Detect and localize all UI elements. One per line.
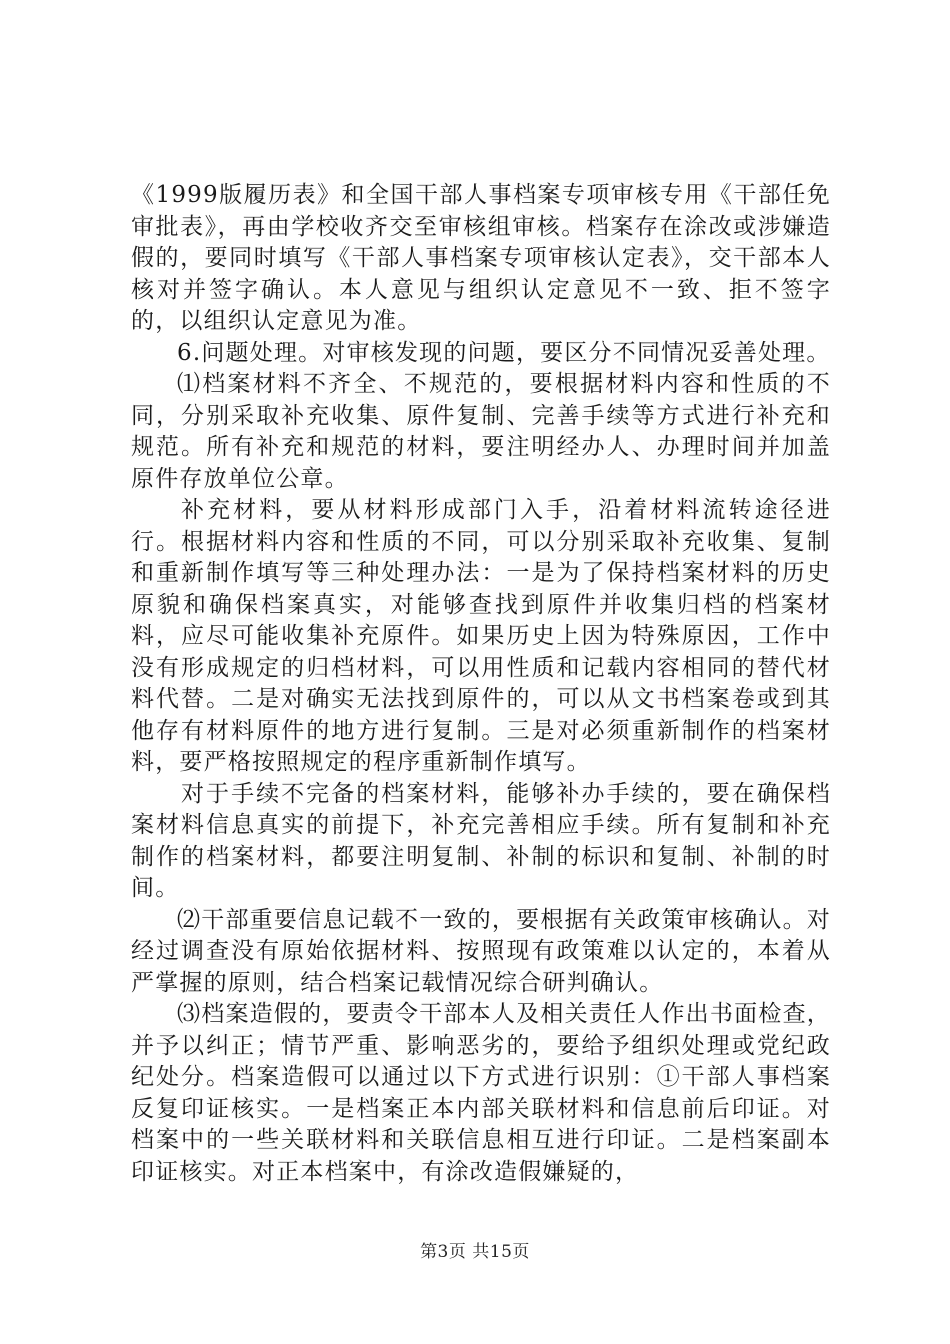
paragraph-item-3: ⑶档案造假的，要责令干部本人及相关责任人作出书面检查，并予以纠正；情节严重、影响恶劣的，要给予组织处理或党纪政纪处分。档案造假可以通过以下方式进行识别：①干部人事档案反复印证核实。一是档案正本内部关联材料和信息前后印证。对档案中的一些关联材料和关联信息相互进行印证。二是档案副本印证核实。对正本档案中，有涂改造假嫌疑的， [131,1001,831,1185]
paragraph-supplement-materials: 补充材料，要从材料形成部门入手，沿着材料流转途径进行。根据材料内容和性质的不同，可以分别采取补充收集、复制和重新制作填写等三种处理办法：一是为了保持档案材料的历史原貌和确保档案真实，对能够查找到原件并收集归档的档案材料，应尽可能收集补充原件。如果历史上因为特殊原因，工作中没有形成规定的归档材料，可以用性质和记载内容相同的替代材料代替。二是对确实无法找到原件的，可以从文书档案卷或到其他存有材料原件的地方进行复制。三是对必须重新制作的档案材料，要严格按照规定的程序重新制作填写。 [131,497,831,775]
paragraph-item-1: ⑴档案材料不齐全、不规范的，要根据材料内容和性质的不同，分别采取补充收集、原件复制、完善手续等方式进行补充和规范。所有补充和规范的材料，要注明经办人、办理时间并加盖原件存放单位公章。 [131,371,831,492]
paragraph-continued: 《1999版履历表》和全国干部人事档案专项审核专用《干部任免审批表》，再由学校收齐交至审核组审核。档案存在涂改或涉嫌造假的，要同时填写《干部人事档案专项审核认定表》，交干部本人核对并签字确认。本人意见与组织认定意见不一致、拒不签字的，以组织认定意见为准。 [131,182,831,334]
paragraph-item-2: ⑵干部重要信息记载不一致的，要根据有关政策审核确认。对经过调查没有原始依据材料、按照现有政策难以认定的，本着从严掌握的原则，结合档案记载情况综合研判确认。 [131,906,831,996]
paragraph-problem-handling: 6.问题处理。对审核发现的问题，要区分不同情况妥善处理。 [177,339,831,366]
page-number-footer: 第3页 共15页 [420,1242,530,1262]
document-body [131,180,831,1188]
paragraph-incomplete-procedures: 对于手续不完备的档案材料，能够补办手续的，要在确保档案材料信息真实的前提下，补充完善相应手续。所有复制和补充制作的档案材料，都要注明复制、补制的标识和复制、补制的时间。 [131,780,831,901]
